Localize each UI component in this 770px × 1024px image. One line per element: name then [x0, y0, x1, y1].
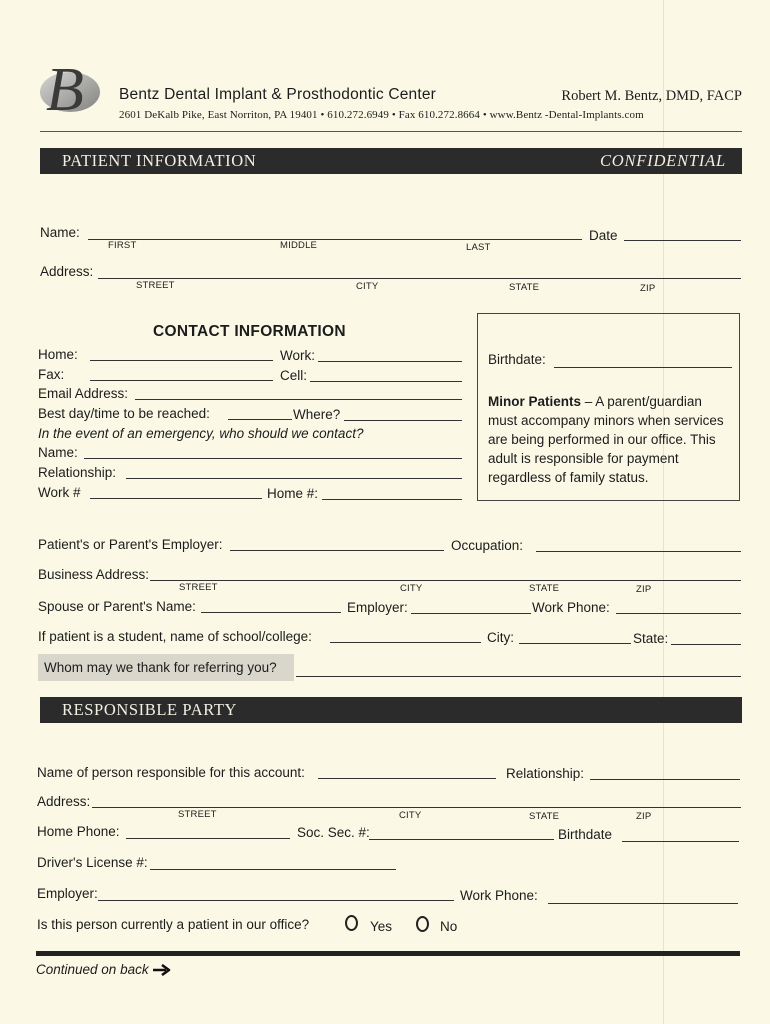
minor-patients-notice [488, 392, 733, 487]
contact-heading: CONTACT INFORMATION [153, 323, 346, 340]
practice-name: Bentz Dental Implant & Prosthodontic Center [119, 86, 437, 103]
where-field[interactable] [344, 420, 462, 421]
practice-address: 2601 DeKalb Pike, East Norriton, PA 19401 • 610.272.6949 • Fax 610.272.8664 • www.Bentz -Dental-Implants.com [119, 109, 644, 121]
minor-text: – A parent/guardian must accompany minors when services are being performed in our office. This adult is responsible for payment regardless of family status. [488, 394, 724, 485]
home-label: Home: [38, 347, 78, 362]
emergency-work-field[interactable] [90, 498, 262, 499]
responsible-employer-label: Employer: [37, 886, 98, 901]
svg-text:B: B [46, 56, 84, 118]
responsible-address-field[interactable] [92, 807, 741, 808]
ssn-field[interactable] [369, 839, 554, 840]
responsible-work-phone-label: Work Phone: [460, 888, 538, 903]
birthdate-label: Birthdate: [488, 352, 546, 367]
responsible-name-label: Name of person responsible for this account: [37, 765, 305, 780]
current-patient-question: Is this person currently a patient in our office? [37, 917, 310, 932]
referral-label: Whom may we thank for referring you? [44, 660, 277, 675]
emergency-name-label: Name: [38, 445, 78, 460]
spouse-work-phone-field[interactable] [616, 613, 741, 614]
city-caption: CITY [356, 281, 379, 292]
business-address-field[interactable] [150, 580, 741, 581]
spouse-employer-label: Employer: [347, 600, 408, 615]
continued-note [36, 962, 172, 977]
responsible-home-phone-label: Home Phone: [37, 824, 120, 839]
zip-caption: ZIP [640, 283, 656, 294]
ssn-label: Soc. Sec. #: [297, 825, 370, 840]
school-state-field[interactable] [671, 644, 741, 645]
section-title: RESPONSIBLE PARTY [62, 700, 238, 719]
spouse-employer-field[interactable] [411, 613, 531, 614]
where-label: Where? [293, 407, 341, 422]
school-label: If patient is a student, name of school/college: [38, 629, 312, 644]
responsible-employer-field[interactable] [98, 900, 454, 901]
business-street-caption: STREET [179, 582, 218, 593]
responsible-work-phone-field[interactable] [548, 903, 738, 904]
responsible-street-caption: STREET [178, 809, 217, 820]
business-address-label: Business Address: [38, 567, 150, 582]
school-field[interactable] [330, 642, 481, 643]
minor-heading: Minor Patients [488, 394, 582, 409]
emergency-home-field[interactable] [322, 499, 462, 500]
license-field[interactable] [150, 869, 396, 870]
emergency-question: In the event of an emergency, who should we contact? [38, 426, 364, 441]
school-state-label: State: [633, 631, 669, 646]
responsible-city-caption: CITY [399, 810, 422, 821]
license-label: Driver's License #: [37, 855, 148, 870]
relationship-field[interactable] [126, 478, 462, 479]
arrow-right-icon [152, 964, 172, 976]
fax-label: Fax: [38, 367, 65, 382]
employer-field[interactable] [230, 550, 444, 551]
work-label: Work: [280, 348, 316, 363]
patient-info-band [40, 148, 742, 174]
header-divider [40, 131, 742, 132]
responsible-address-label: Address: [37, 794, 91, 809]
section-title: PATIENT INFORMATION [62, 151, 257, 170]
emergency-name-field[interactable] [84, 458, 462, 459]
responsible-birthdate-label: Birthdate [558, 827, 613, 842]
spouse-work-phone-label: Work Phone: [532, 600, 610, 615]
responsible-relationship-label: Relationship: [506, 766, 585, 781]
middle-caption: MIDDLE [280, 240, 318, 251]
last-caption: LAST [466, 242, 491, 253]
address-field[interactable] [98, 278, 741, 279]
occupation-label: Occupation: [451, 538, 524, 553]
relationship-label: Relationship: [38, 465, 117, 480]
date-field[interactable] [624, 240, 741, 241]
date-label: Date [589, 228, 618, 243]
spouse-field[interactable] [201, 612, 341, 613]
footer-rule [36, 951, 740, 956]
cell-label: Cell: [280, 368, 308, 383]
doctor-name: Robert M. Bentz, DMD, FACP [561, 88, 742, 104]
birthdate-field[interactable] [554, 367, 732, 368]
continued-text: Continued on back [36, 962, 149, 977]
no-radio[interactable] [416, 916, 429, 932]
responsible-party-band [40, 697, 742, 723]
name-field[interactable] [88, 239, 582, 240]
responsible-relationship-field[interactable] [590, 779, 740, 780]
emergency-home-label: Home #: [267, 486, 319, 501]
practice-logo [36, 56, 108, 118]
employer-label: Patient's or Parent's Employer: [38, 537, 223, 552]
school-city-field[interactable] [519, 643, 631, 644]
responsible-home-phone-field[interactable] [126, 838, 290, 839]
business-city-caption: CITY [400, 583, 423, 594]
business-zip-caption: ZIP [636, 584, 652, 595]
email-field[interactable] [135, 399, 462, 400]
responsible-state-caption: STATE [529, 811, 560, 822]
business-state-caption: STATE [529, 583, 560, 594]
first-caption: FIRST [108, 240, 137, 251]
work-phone-field[interactable] [318, 361, 462, 362]
best-time-field[interactable] [228, 419, 292, 420]
address-label: Address: [40, 264, 94, 279]
responsible-birthdate-field[interactable] [622, 841, 739, 842]
school-city-label: City: [487, 630, 514, 645]
responsible-name-field[interactable] [318, 778, 496, 779]
emergency-work-label: Work # [38, 485, 81, 500]
name-label: Name: [40, 225, 80, 240]
referral-field[interactable] [296, 676, 741, 677]
cell-field[interactable] [310, 381, 462, 382]
yes-label: Yes [370, 919, 393, 934]
responsible-zip-caption: ZIP [636, 811, 652, 822]
home-phone-field[interactable] [90, 360, 273, 361]
email-label: Email Address: [38, 386, 129, 401]
street-caption: STREET [136, 280, 175, 291]
yes-radio[interactable] [345, 915, 358, 931]
fax-field[interactable] [90, 380, 273, 381]
occupation-field[interactable] [536, 551, 741, 552]
best-time-label: Best day/time to be reached: [38, 406, 210, 421]
spouse-label: Spouse or Parent's Name: [38, 599, 196, 614]
state-caption: STATE [509, 282, 540, 293]
no-label: No [440, 919, 458, 934]
confidential-label: CONFIDENTIAL [599, 151, 726, 170]
